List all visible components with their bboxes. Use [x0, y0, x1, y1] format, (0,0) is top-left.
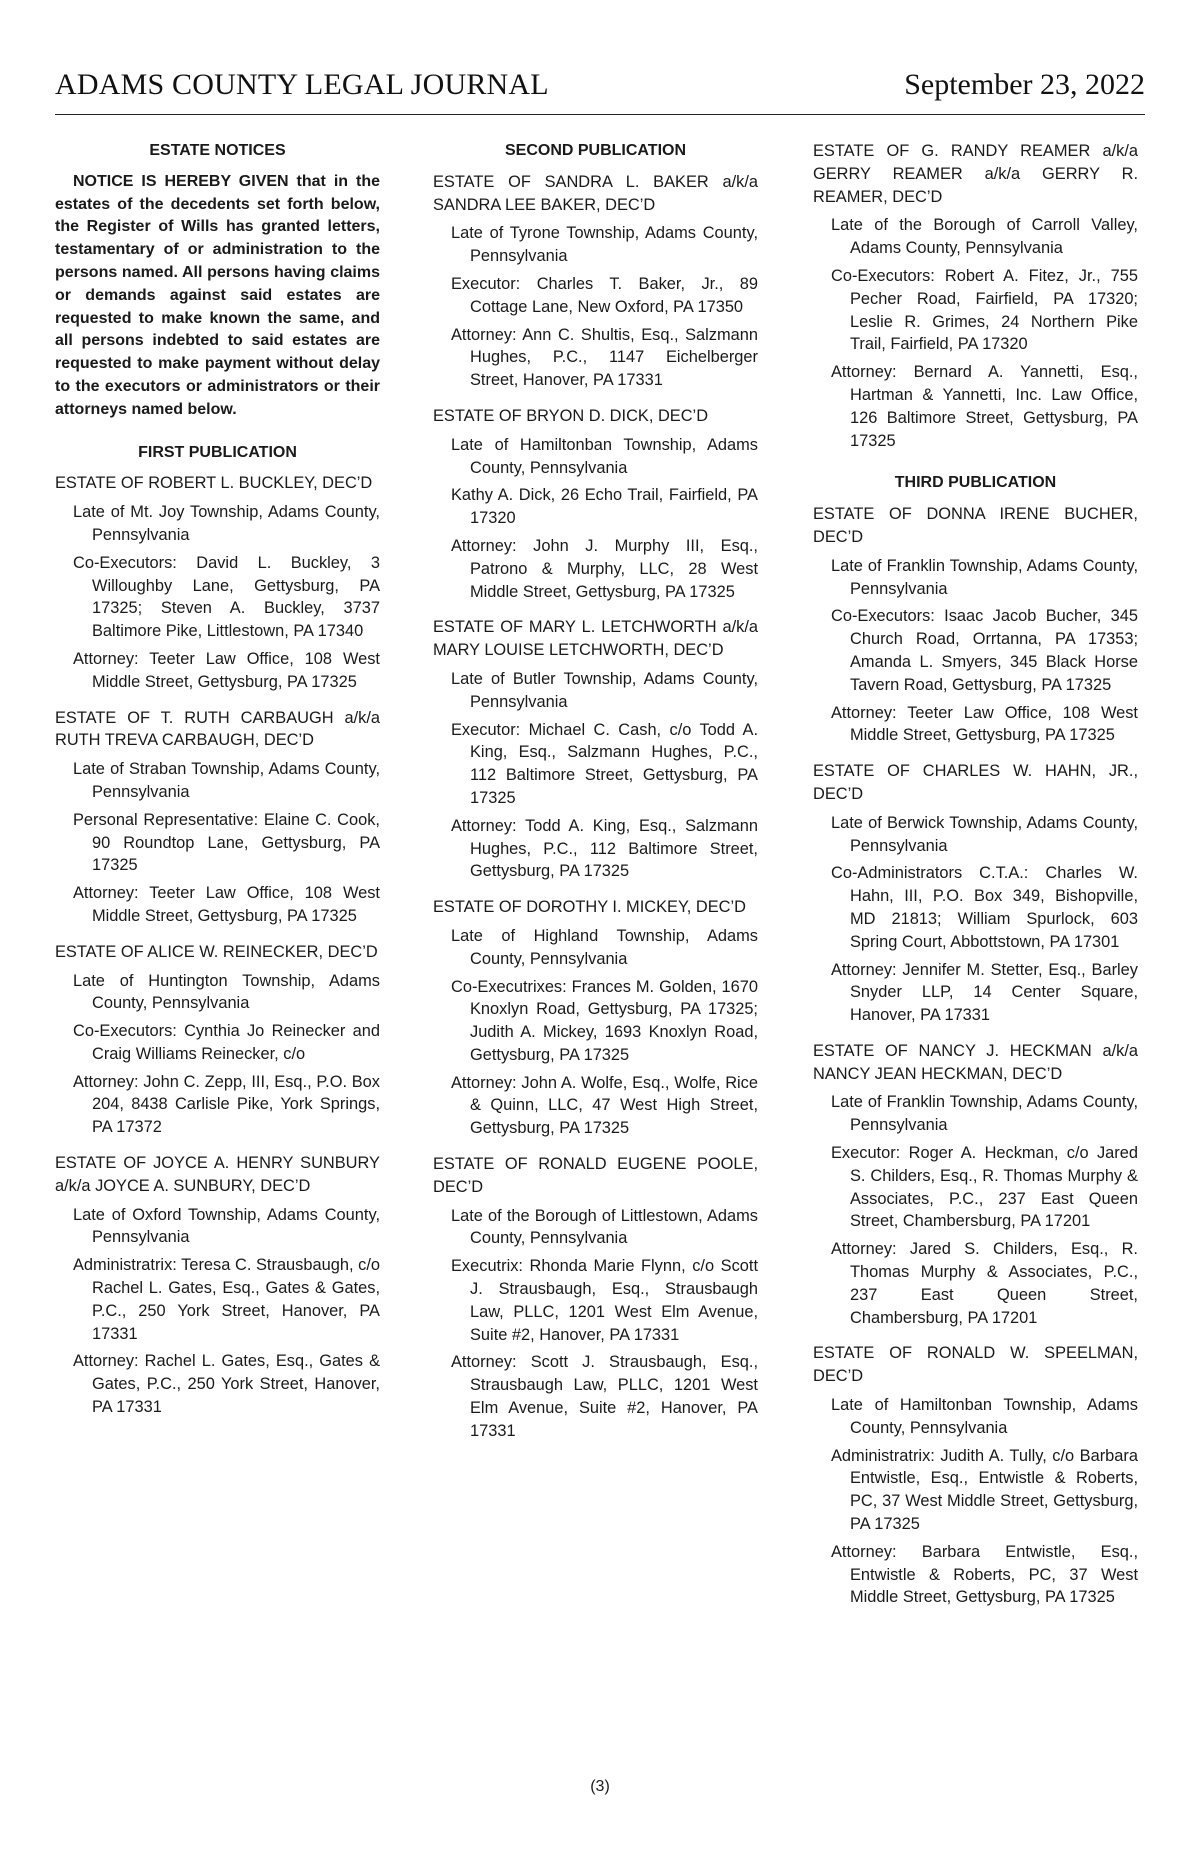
estate-title: ESTATE OF ALICE W. REINECKER, DEC’D: [55, 942, 378, 961]
estate-title: ESTATE OF ROBERT L. BUCKLEY, DEC’D: [55, 474, 373, 493]
estate-detail-line: Attorney: John J. Murphy III, Esq., Patrono & Murphy, LLC, 28 West Middle Street, Gettysburg, PA 17325: [451, 536, 758, 601]
estate-detail-line: Attorney: Teeter Law Office, 108 West Middle Street, Gettysburg, PA 17325: [73, 884, 380, 925]
column-2: [433, 140, 758, 1456]
estate-detail-line: Administratrix: Teresa C. Strausbaugh, c/o Rachel L. Gates, Esq., Gates & Gates, P.C., 250 York Street, Hanover, PA 17331: [73, 1256, 380, 1343]
estate-notice: [813, 1040, 1138, 1330]
estate-title: ESTATE OF DONNA IRENE BUCHER, DEC’D: [813, 505, 1138, 546]
estate-detail-line: Late of Highland Township, Adams County, Pennsylvania: [451, 926, 758, 968]
estate-notice: [55, 472, 380, 693]
estate-detail-line: Late of Franklin Township, Adams County, Pennsylvania: [831, 556, 1138, 598]
estate-title: ESTATE OF G. RANDY REAMER a/k/a GERRY REAMER a/k/a GERRY R. REAMER, DEC’D: [813, 142, 1138, 206]
estate-detail-line: Late of the Borough of Carroll Valley, Adams County, Pennsylvania: [831, 216, 1138, 258]
estate-detail-line: Late of Straban Township, Adams County, Pennsylvania: [73, 760, 380, 801]
estate-title: ESTATE OF BRYON D. DICK, DEC’D: [433, 406, 709, 425]
estate-detail-line: Late of Oxford Township, Adams County, Pennsylvania: [73, 1205, 380, 1247]
estate-detail-line: Co-Executors: Isaac Jacob Bucher, 345 Church Road, Orrtanna, PA 17353; Amanda L. Smyers, 345 Black Horse Tavern Road, Gettysburg, PA 17325: [831, 607, 1138, 694]
estate-notice: [813, 1342, 1138, 1609]
estate-notice: [55, 707, 380, 928]
estate-title: ESTATE OF NANCY J. HECKMAN a/k/a NANCY JEAN HECKMAN, DEC’D: [813, 1041, 1138, 1083]
estate-title: ESTATE OF RONALD EUGENE POOLE, DEC’D: [433, 1155, 758, 1196]
section-heading-second: SECOND PUBLICATION: [504, 142, 687, 159]
estate-list-second: [433, 171, 758, 1443]
estate-detail-line: Executor: Charles T. Baker, Jr., 89 Cottage Lane, New Oxford, PA 17350: [451, 274, 758, 316]
estate-notice: [55, 941, 380, 1139]
estate-title: ESTATE OF MARY L. LETCHWORTH a/k/a MARY LOUISE LETCHWORTH, DEC’D: [433, 618, 758, 660]
estate-detail-line: Co-Executors: Robert A. Fitez, Jr., 755 Pecher Road, Fairfield, PA 17320; Leslie R. Grimes, 24 Northern Pike Trail, Fairfield, PA 17320: [831, 266, 1138, 354]
estate-notice: [433, 1153, 758, 1443]
estate-detail-line: Attorney: Ann C. Shultis, Esq., Salzmann Hughes, P.C., 1147 Eichelberger Street, Hanover, PA 17331: [451, 325, 758, 390]
estate-detail-line: Attorney: Jared S. Childers, Esq., R. Thomas Murphy & Associates, P.C., 237 East Queen Street, Chambersburg, PA 17201: [831, 1240, 1138, 1327]
column-1: [55, 140, 380, 1432]
estate-detail-line: Co-Administrators C.T.A.: Charles W. Hahn, III, P.O. Box 349, Bishopville, MD 21813; William Spurlock, 603 Spring Court, Abbottstown, PA 17301: [831, 864, 1138, 951]
estate-detail-line: Late of Berwick Township, Adams County, Pennsylvania: [831, 813, 1138, 855]
estate-detail-line: Attorney: Teeter Law Office, 108 West Middle Street, Gettysburg, PA 17325: [73, 649, 380, 691]
estate-list-third: [813, 503, 1138, 1609]
estate-detail-line: Late of Huntington Township, Adams County, Pennsylvania: [73, 971, 380, 1013]
estate-notice: [433, 405, 758, 603]
estate-detail-line: Personal Representative: Elaine C. Cook, 90 Roundtop Lane, Gettysburg, PA 17325: [73, 810, 380, 875]
estate-notice: [813, 760, 1138, 1027]
estate-detail-line: Late of Franklin Township, Adams County, Pennsylvania: [831, 1093, 1138, 1135]
estate-list-second-continued: [813, 140, 1138, 452]
estate-notices-heading: ESTATE NOTICES: [149, 142, 286, 159]
issue-date: September 23, 2022: [904, 68, 1145, 101]
estate-detail-line: Late of Butler Township, Adams County, Pennsylvania: [451, 669, 758, 711]
estate-title: ESTATE OF RONALD W. SPEELMAN, DEC’D: [813, 1344, 1138, 1386]
estate-notice: [813, 140, 1138, 452]
estate-detail-line: Attorney: Scott J. Strausbaugh, Esq., Strausbaugh Law, PLLC, 1201 West Elm Avenue, Suite #2, Hanover, PA 17331: [451, 1353, 758, 1440]
estate-detail-line: Attorney: Rachel L. Gates, Esq., Gates & Gates, P.C., 250 York Street, Hanover, PA 17331: [73, 1352, 380, 1417]
estate-notice: [433, 171, 758, 392]
estate-title: ESTATE OF CHARLES W. HAHN, JR., DEC’D: [813, 762, 1138, 803]
estate-notice: [433, 896, 758, 1140]
estate-detail-line: Late of Mt. Joy Township, Adams County, Pennsylvania: [73, 503, 380, 544]
estate-detail-line: Co-Executors: David L. Buckley, 3 Willoughby Lane, Gettysburg, PA 17325; Steven A. Buckley, 3737 Baltimore Pike, Littlestown, PA 17340: [73, 553, 380, 641]
estate-detail-line: Late of Hamiltonban Township, Adams County, Pennsylvania: [831, 1396, 1138, 1437]
estate-detail-line: Executor: Michael C. Cash, c/o Todd A. King, Esq., Salzmann Hughes, P.C., 112 Baltimore Street, Gettysburg, PA 17325: [451, 720, 758, 807]
estate-detail-line: Attorney: John C. Zepp, III, Esq., P.O. Box 204, 8438 Carlisle Pike, York Springs, PA 17372: [73, 1072, 380, 1137]
journal-header: [55, 62, 1145, 115]
estate-detail-line: Executor: Roger A. Heckman, c/o Jared S. Childers, Esq., R. Thomas Murphy & Associates, P.C., 237 East Queen Street, Chambersburg, PA 17201: [831, 1144, 1138, 1231]
estate-detail-line: Attorney: Jennifer M. Stetter, Esq., Barley Snyder LLP, 14 Center Square, Hanover, PA 17331: [831, 960, 1138, 1025]
estate-detail-line: Executrix: Rhonda Marie Flynn, c/o Scott J. Strausbaugh, Esq., Strausbaugh Law, PLLC, 1201 West Elm Avenue, Suite #2, Hanover, PA 17331: [451, 1257, 758, 1344]
estate-title: ESTATE OF SANDRA L. BAKER a/k/a SANDRA LEE BAKER, DEC’D: [433, 172, 758, 214]
estate-notice: [55, 1152, 380, 1419]
estate-detail-line: Administratrix: Judith A. Tully, c/o Barbara Entwistle, Esq., Entwistle & Roberts, PC, 37 West Middle Street, Gettysburg, PA 17325: [831, 1446, 1138, 1534]
section-heading-first: FIRST PUBLICATION: [138, 443, 297, 461]
estate-detail-line: Attorney: Bernard A. Yannetti, Esq., Hartman & Yannetti, Inc. Law Office, 126 Baltimore Street, Gettysburg, PA 17325: [831, 363, 1138, 450]
estate-detail-line: Attorney: Teeter Law Office, 108 West Middle Street, Gettysburg, PA 17325: [831, 703, 1138, 745]
estate-title: ESTATE OF JOYCE A. HENRY SUNBURY a/k/a JOYCE A. SUNBURY, DEC’D: [55, 1154, 380, 1195]
notice-intro: NOTICE IS HEREBY GIVEN that in the estates of the decedents set forth below, the Register of Wills has granted letters, testamentary of or administration to the persons named. All persons having claims or demands against said estates are requested to make known the same, and all persons indebted to said estates are requested to make payment without delay to the executors or administrators or their attorneys named below.: [55, 172, 380, 418]
estate-detail-line: Late of Hamiltonban Township, Adams County, Pennsylvania: [451, 435, 758, 477]
estate-notice: [433, 616, 758, 883]
estate-detail-line: Kathy A. Dick, 26 Echo Trail, Fairfield, PA 17320: [451, 486, 758, 528]
estate-detail-line: Late of the Borough of Littlestown, Adams County, Pennsylvania: [451, 1206, 758, 1248]
page-number: (3): [590, 1778, 610, 1795]
estate-detail-line: Attorney: Todd A. King, Esq., Salzmann Hughes, P.C., 112 Baltimore Street, Gettysburg, PA 17325: [451, 816, 758, 881]
estate-notice: [813, 503, 1138, 747]
estate-detail-line: Co-Executors: Cynthia Jo Reinecker and Craig Williams Reinecker, c/o: [73, 1022, 380, 1063]
estate-detail-line: Attorney: John A. Wolfe, Esq., Wolfe, Rice & Quinn, LLC, 47 West High Street, Gettysburg, PA 17325: [451, 1073, 758, 1138]
estate-title: ESTATE OF DOROTHY I. MICKEY, DEC’D: [433, 898, 746, 917]
estate-list-first: [55, 472, 380, 1418]
estate-detail-line: Late of Tyrone Township, Adams County, Pennsylvania: [451, 224, 758, 266]
estate-detail-line: Attorney: Barbara Entwistle, Esq., Entwistle & Roberts, PC, 37 West Middle Street, Gettysburg, PA 17325: [831, 1542, 1138, 1607]
estate-title: ESTATE OF T. RUTH CARBAUGH a/k/a RUTH TREVA CARBAUGH, DEC’D: [55, 708, 380, 750]
journal-title: ADAMS COUNTY LEGAL JOURNAL: [55, 68, 549, 101]
column-3: [813, 140, 1138, 1622]
section-heading-third: THIRD PUBLICATION: [894, 474, 1057, 492]
estate-detail-line: Co-Executrixes: Frances M. Golden, 1670 Knoxlyn Road, Gettysburg, PA 17325; Judith A. Mickey, 1693 Knoxlyn Road, Gettysburg, PA 17325: [451, 977, 758, 1064]
